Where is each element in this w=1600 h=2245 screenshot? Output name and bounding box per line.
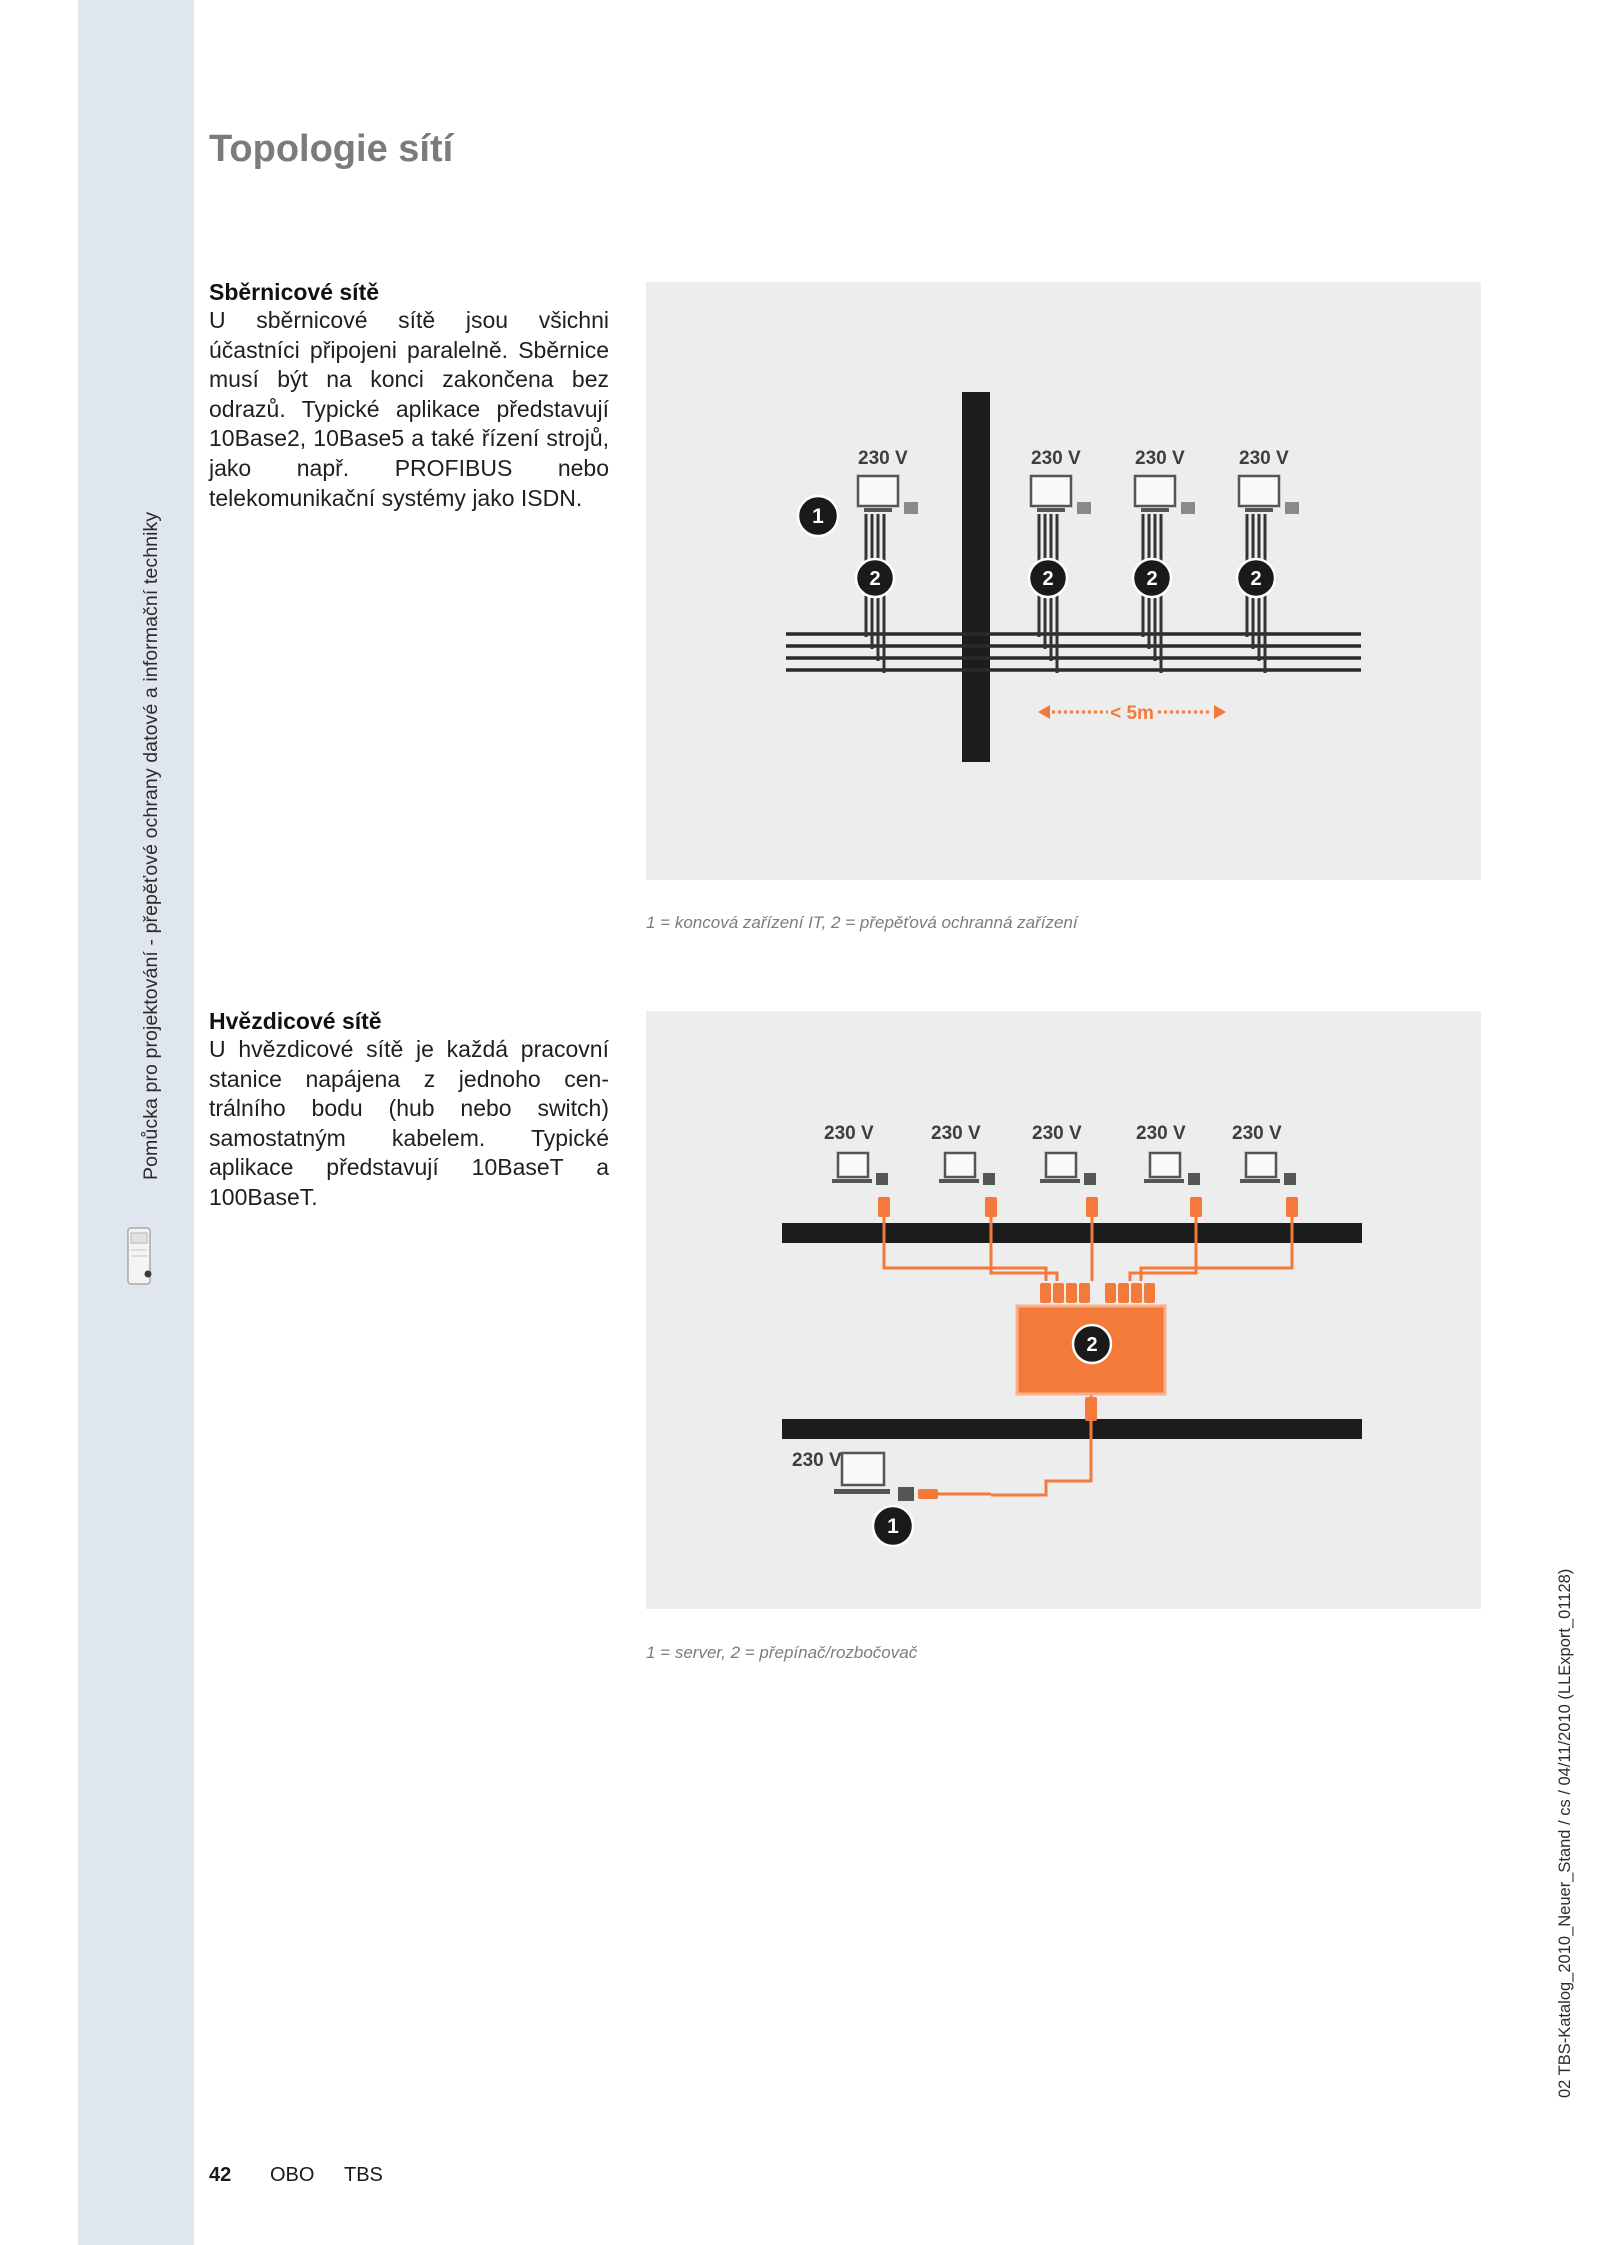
sidebar-band — [78, 0, 194, 2245]
voltage-label: 230 V — [1031, 448, 1081, 469]
star-station — [1232, 1123, 1298, 1217]
star-station — [1032, 1123, 1098, 1217]
hub-badge — [1073, 1325, 1111, 1363]
svg-text:2: 2 — [869, 568, 881, 590]
connector-row — [1040, 1283, 1155, 1303]
plug-icon — [983, 1173, 995, 1185]
plug-icon — [904, 502, 918, 514]
connector — [878, 1197, 890, 1217]
page-number: 42 — [209, 2164, 232, 2186]
svg-text:2: 2 — [1042, 568, 1054, 590]
bus-station — [1029, 448, 1091, 673]
bus-station — [1237, 448, 1299, 673]
voltage-label: 230 V — [1135, 448, 1185, 469]
section-body-bus: U sběrnicové sítě jsou všichni účastníci připojeni paralelně. Sběrnice musí být na konci zakončena bez odrazů. Typické aplikace představují 10Base2, 10Base5 a také řízení strojů, jako např. PROFIBUS nebo telekomunikační systémy jako ISDN. — [209, 307, 609, 511]
svg-text:1: 1 — [812, 505, 824, 528]
monitor-icon — [838, 1153, 868, 1177]
section-heading-star: Hvězdicové sítě — [209, 1008, 382, 1034]
wall-bar — [782, 1223, 1362, 1243]
section-heading-bus: Sběrnicové sítě — [209, 279, 380, 305]
voltage-label: 230 V — [1032, 1123, 1082, 1144]
voltage-label: 230 V — [1239, 448, 1289, 469]
bus-station — [1133, 448, 1195, 673]
monitor-icon — [842, 1453, 884, 1485]
footer-brand: OBO — [270, 2164, 315, 2186]
server-station — [792, 1450, 991, 1501]
monitor-icon — [858, 476, 898, 506]
wall-bar — [962, 392, 990, 762]
bus-network-figure — [646, 282, 1481, 880]
plug-icon — [898, 1487, 914, 1501]
svg-text:2: 2 — [1146, 568, 1158, 590]
svg-text:2: 2 — [1086, 1334, 1098, 1356]
page-title: Topologie sítí — [209, 128, 454, 170]
plug-icon — [1077, 502, 1091, 514]
plug-icon — [1188, 1173, 1200, 1185]
server-badge — [873, 1506, 913, 1546]
star-network-figure — [646, 1011, 1481, 1609]
connector — [1085, 1397, 1097, 1421]
plug-icon — [1181, 502, 1195, 514]
star-station — [931, 1123, 997, 1217]
monitor-icon — [1239, 476, 1279, 506]
section-body-star: U hvězdicové sítě je každá pracovní stanice napájena z jednoho centrálního bodu (hub nebo switch) samostatným kabelem. Typické aplikace představují 10BaseT a 100BaseT. — [209, 1036, 609, 1210]
sidebar-text: Pomůcka pro projektování - přepěťové ochrany datové a informační techniky — [140, 511, 162, 1180]
voltage-label: 230 V — [1136, 1123, 1186, 1144]
star-station — [1136, 1123, 1202, 1217]
distance-arrow — [1038, 703, 1226, 724]
svg-text:1: 1 — [887, 1515, 899, 1538]
voltage-label: 230 V — [1232, 1123, 1282, 1144]
figure-caption-bus: 1 = koncová zařízení IT, 2 = přepěťová ochranná zařízení — [646, 913, 1078, 932]
document-id-note: 02 TBS-Katalog_2010_Neuer_Stand / cs / 04/11/2010 (LLExport_01128) — [1556, 1568, 1574, 2098]
bus-station — [856, 448, 918, 673]
voltage-label: 230 V — [792, 1450, 842, 1471]
plug-icon — [1285, 502, 1299, 514]
product-thumbnail-icon — [122, 1224, 158, 1292]
monitor-icon — [1046, 1153, 1076, 1177]
svg-text:2: 2 — [1250, 568, 1262, 590]
figure-caption-star: 1 = server, 2 = přepínač/rozbočovač — [646, 1643, 918, 1662]
plug-icon — [876, 1173, 888, 1185]
device-badge — [798, 496, 838, 536]
connector — [918, 1489, 938, 1499]
voltage-label: 230 V — [824, 1123, 874, 1144]
monitor-icon — [1246, 1153, 1276, 1177]
plug-icon — [1284, 1173, 1296, 1185]
connector — [985, 1197, 997, 1217]
voltage-label: 230 V — [931, 1123, 981, 1144]
voltage-label: 230 V — [858, 448, 908, 469]
wall-bar — [782, 1419, 1362, 1439]
distance-label: < 5m — [1110, 703, 1154, 724]
plug-icon — [1084, 1173, 1096, 1185]
connector — [1190, 1197, 1202, 1217]
monitor-icon — [945, 1153, 975, 1177]
monitor-icon — [1135, 476, 1175, 506]
star-station — [824, 1123, 890, 1217]
connector — [1286, 1197, 1298, 1217]
monitor-icon — [1031, 476, 1071, 506]
monitor-icon — [1150, 1153, 1180, 1177]
connector — [1086, 1197, 1098, 1217]
footer-product: TBS — [344, 2164, 383, 2186]
